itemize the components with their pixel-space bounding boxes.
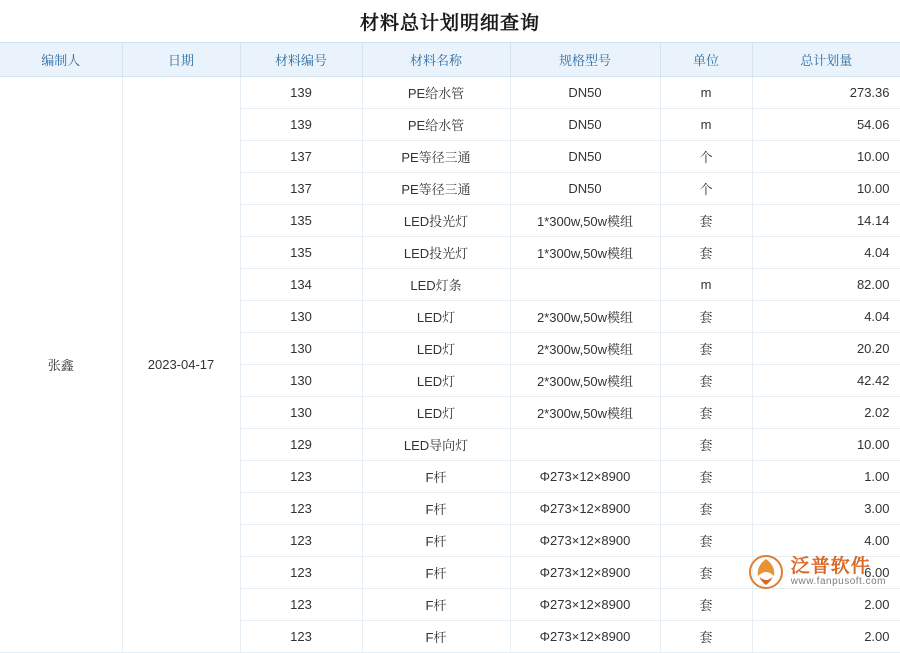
cell-total-qty: 6.00 — [752, 557, 900, 589]
fanpu-logo-icon — [748, 554, 784, 590]
column-header-person[interactable]: 编制人 — [0, 43, 122, 77]
cell-material-code: 129 — [240, 429, 362, 461]
cell-spec: DN50 — [510, 141, 660, 173]
cell-total-qty: 2.00 — [752, 589, 900, 621]
cell-material-code: 123 — [240, 493, 362, 525]
cell-unit: 套 — [660, 589, 752, 621]
cell-material-name: PE等径三通 — [362, 141, 510, 173]
cell-material-code: 135 — [240, 237, 362, 269]
cell-unit: 套 — [660, 493, 752, 525]
cell-material-name: LED投光灯 — [362, 205, 510, 237]
cell-total-qty: 4.04 — [752, 237, 900, 269]
column-header-code[interactable]: 材料编号 — [240, 43, 362, 77]
cell-material-code: 137 — [240, 141, 362, 173]
cell-material-name: LED灯 — [362, 365, 510, 397]
cell-material-code: 123 — [240, 461, 362, 493]
cell-unit: 套 — [660, 525, 752, 557]
cell-person: 张鑫 — [0, 77, 122, 653]
brand-name-cn: 泛普软件 — [790, 555, 871, 577]
cell-total-qty: 10.00 — [752, 141, 900, 173]
cell-total-qty: 4.04 — [752, 301, 900, 333]
brand-text — [791, 557, 886, 587]
cell-material-name: PE给水管 — [362, 77, 510, 109]
cell-spec: DN50 — [510, 109, 660, 141]
cell-spec — [510, 429, 660, 461]
cell-material-name: PE给水管 — [362, 109, 510, 141]
cell-material-code: 137 — [240, 173, 362, 205]
cell-material-name: F杆 — [362, 589, 510, 621]
cell-unit: 套 — [660, 237, 752, 269]
cell-material-code: 134 — [240, 269, 362, 301]
cell-material-code: 130 — [240, 365, 362, 397]
cell-unit: m — [660, 109, 752, 141]
cell-total-qty: 2.00 — [752, 621, 900, 653]
table-header — [0, 43, 900, 77]
cell-spec: DN50 — [510, 173, 660, 205]
cell-material-name: LED灯 — [362, 301, 510, 333]
column-header-spec[interactable]: 规格型号 — [510, 43, 660, 77]
cell-unit: m — [660, 269, 752, 301]
cell-total-qty: 10.00 — [752, 429, 900, 461]
cell-total-qty: 20.20 — [752, 333, 900, 365]
cell-total-qty: 2.02 — [752, 397, 900, 429]
cell-spec: 2*300w,50w模组 — [510, 365, 660, 397]
page-title-bar — [0, 0, 900, 42]
cell-spec: 1*300w,50w模组 — [510, 237, 660, 269]
column-header-unit[interactable]: 单位 — [660, 43, 752, 77]
cell-spec — [510, 269, 660, 301]
cell-material-code: 130 — [240, 333, 362, 365]
cell-material-code: 139 — [240, 109, 362, 141]
cell-material-name: F杆 — [362, 461, 510, 493]
cell-unit: 套 — [660, 429, 752, 461]
column-header-qty[interactable]: 总计划量 — [752, 43, 900, 77]
cell-spec: Φ273×12×8900 — [510, 557, 660, 589]
cell-unit: 套 — [660, 397, 752, 429]
cell-spec: 2*300w,50w模组 — [510, 397, 660, 429]
cell-total-qty: 10.00 — [752, 173, 900, 205]
cell-material-name: F杆 — [362, 493, 510, 525]
cell-spec: 2*300w,50w模组 — [510, 333, 660, 365]
cell-material-code: 130 — [240, 397, 362, 429]
cell-unit: m — [660, 77, 752, 109]
cell-unit: 个 — [660, 173, 752, 205]
page-title: 材料总计划明细查询 — [359, 12, 540, 34]
brand-url: www.fanpusoft.com — [790, 575, 886, 587]
cell-material-name: PE等径三通 — [362, 173, 510, 205]
cell-total-qty: 4.00 — [752, 525, 900, 557]
cell-material-name: LED导向灯 — [362, 429, 510, 461]
cell-material-name: LED灯条 — [362, 269, 510, 301]
cell-total-qty: 3.00 — [752, 493, 900, 525]
cell-total-qty: 1.00 — [752, 461, 900, 493]
cell-material-name: LED投光灯 — [362, 237, 510, 269]
cell-total-qty: 42.42 — [752, 365, 900, 397]
cell-unit: 套 — [660, 461, 752, 493]
cell-material-code: 135 — [240, 205, 362, 237]
brand-watermark — [748, 554, 886, 590]
cell-unit: 套 — [660, 621, 752, 653]
cell-unit: 套 — [660, 205, 752, 237]
cell-total-qty: 273.36 — [752, 77, 900, 109]
cell-material-code: 123 — [240, 525, 362, 557]
cell-unit: 个 — [660, 141, 752, 173]
cell-material-name: LED灯 — [362, 333, 510, 365]
cell-material-code: 123 — [240, 557, 362, 589]
cell-unit: 套 — [660, 301, 752, 333]
cell-material-code: 139 — [240, 77, 362, 109]
cell-material-name: LED灯 — [362, 397, 510, 429]
cell-total-qty: 54.06 — [752, 109, 900, 141]
cell-spec: Φ273×12×8900 — [510, 461, 660, 493]
cell-spec: Φ273×12×8900 — [510, 621, 660, 653]
cell-spec: 2*300w,50w模组 — [510, 301, 660, 333]
cell-material-code: 130 — [240, 301, 362, 333]
cell-date: 2023-04-17 — [122, 77, 240, 653]
cell-spec: DN50 — [510, 77, 660, 109]
cell-unit: 套 — [660, 365, 752, 397]
column-header-date[interactable]: 日期 — [122, 43, 240, 77]
column-header-name[interactable]: 材料名称 — [362, 43, 510, 77]
cell-material-code: 123 — [240, 621, 362, 653]
table-row[interactable] — [0, 77, 900, 109]
cell-material-name: F杆 — [362, 557, 510, 589]
cell-spec: 1*300w,50w模组 — [510, 205, 660, 237]
cell-material-code: 123 — [240, 589, 362, 621]
cell-total-qty: 82.00 — [752, 269, 900, 301]
cell-material-name: F杆 — [362, 621, 510, 653]
cell-unit: 套 — [660, 557, 752, 589]
cell-spec: Φ273×12×8900 — [510, 493, 660, 525]
cell-total-qty: 14.14 — [752, 205, 900, 237]
cell-unit: 套 — [660, 333, 752, 365]
table-header-row — [0, 43, 900, 77]
cell-spec: Φ273×12×8900 — [510, 525, 660, 557]
cell-spec: Φ273×12×8900 — [510, 589, 660, 621]
cell-material-name: F杆 — [362, 525, 510, 557]
